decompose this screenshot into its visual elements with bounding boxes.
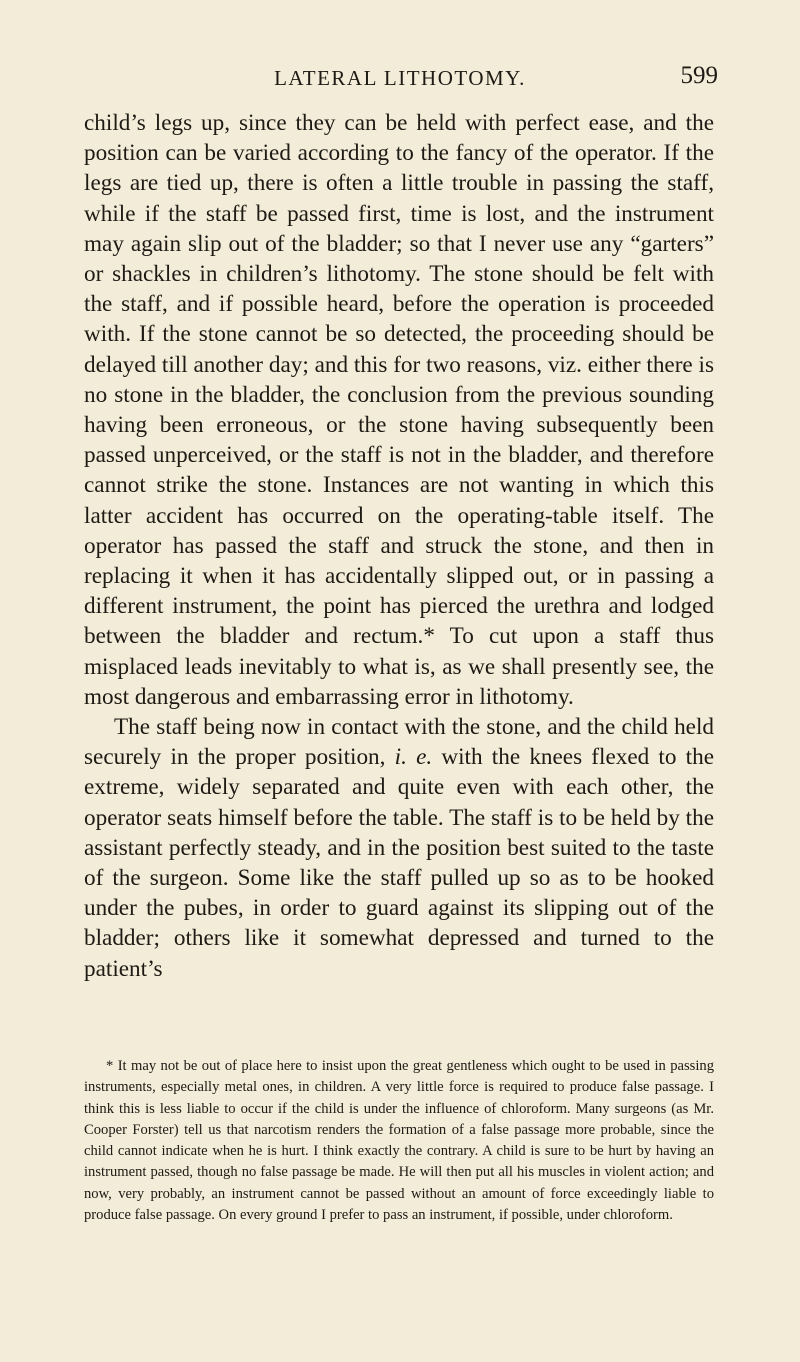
paragraph-continuation: child’s legs up, since they can be held with perfect ease, and the position can be varied according to the fancy of the operator. If the legs are tied up, there is often a little trouble in passing the staff, while if the staff be passed first, time is lost, and the instrument may again slip out of the bladder; so that I never use any “garters” or shackles in children’s lithotomy. The stone should be felt with the staff, and if possible heard, before the operation is proceeded with. If the stone cannot be so detected, the proceeding should be delayed till another day; and this for two reasons, viz. either there is no stone in the bladder, the conclusion from the previous sounding having been erroneous, or the stone having subsequently been passed unperceived, or the staff is not in the bladder, and therefore cannot strike the stone. Instances are not wanting in which this latter accident has occurred on the operating-table itself. The operator has passed the staff and struck the stone, and then in replacing it when it has accidentally slipped out, or in passing a different instrument, the point has pierced the urethra and lodged between the bladder and rectum.* To cut upon a staff thus misplaced leads inevitably to what is, as we shall presently see, the most dangerous and embarrassing error in lithotomy.	[84, 110, 714, 710]
running-head-title: LATERAL LITHOTOMY.	[274, 66, 526, 90]
paragraph-text-end: with the knees flexed to the extreme, widely separated and quite even with each other, the operator seats himself before the table. The staff is to be held by the assistant perfectly steady, and in the position best suited to the taste of the surgeon. Some like the staff pulled up so as to be hooked under the pubes, in order to guard against its slipping out of the bladder; others like it somewhat depressed and turned to the patient’s	[84, 744, 714, 982]
paragraph-text-start: The staff being now in contact with the stone, and the child held securely in the proper position,	[84, 714, 714, 771]
page-number: 599	[680, 62, 718, 89]
running-head	[0, 62, 800, 102]
footnote	[84, 1056, 714, 1226]
paragraph-staff-position	[84, 712, 714, 984]
body-text	[84, 108, 714, 984]
italic-abbreviation: i. e.	[394, 744, 433, 771]
footnote-text: * It may not be out of place here to insist upon the great gentleness which ought to be used in passing instruments, especially metal ones, in children. A very little force is required to produce false passage. I think this is less liable to occur if the child is under the influence of chloroform. Many surgeons (as Mr. Cooper Forster) tell us that narcotism renders the formation of a false passage more probable, since the child cannot indicate when he is hurt. I think exactly the contrary. A child is sure to be hurt by having an instrument passed, though no false passage be made. He will then put all his muscles in violent action; and now, very probably, an instrument cannot be passed without an amount of force exceedingly liable to produce false passage. On every ground I prefer to pass an instrument, if possible, under chloroform.	[84, 1058, 714, 1224]
